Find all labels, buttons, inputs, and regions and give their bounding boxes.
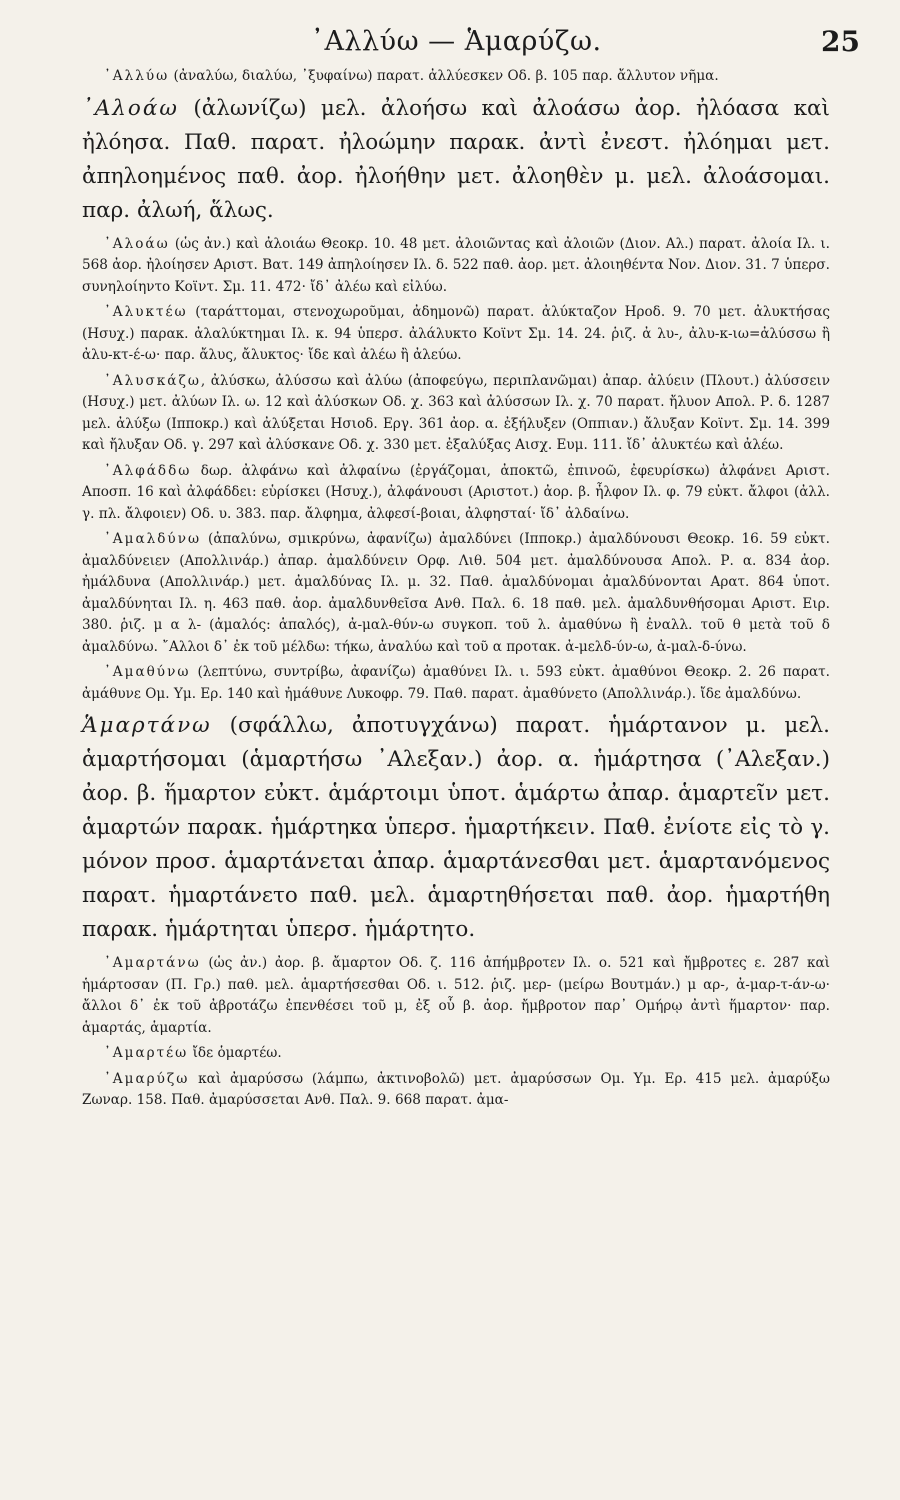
dictionary-entry <box>82 662 830 705</box>
entry-text: ἴδε ὁμαρτέω. <box>188 1045 282 1061</box>
entry-text: (ἀπαλύνω, σμικρύνω, ἀφανίζω) ἀμαλδύνει (Ιπποκρ.) ἀμαλδύνουσι Θεοκρ. 16. 59 εὐκτ. ἀμαλδύνειεν (Απολλινάρ.) ἀπαρ. ἀμαλδύνειν Ορφ. Λιθ. 504 μετ. ἀμαλδύνουσα Απολ. Ρ. α. 834 ἀορ. ἠμάλδυνα (Απολλινάρ.) μετ. ἀμαλδύνας Ιλ. μ. 32. Παθ. ἀμαλδύνομαι ἀμαλδύνονται Αρατ. 864 ὑποτ. ἀμαλδύνηται Ιλ. η. 463 παθ. ἀορ. ἀμαλδυνθεῖσα Ανθ. Παλ. 6. 18 παθ. μελ. ἀμαλδυνθήσομαι Αριστ. Ειρ. 380. ῥιζ. μ α λ- (ἀμαλός: ἁπαλός), ἀ-μαλ-θύν-ω συγκοπ. τοῦ λ. ἀμαθύνω ἢ ἐναλλ. τοῦ θ μετὰ τοῦ δ ἀμαλδύνω. ῎Αλλοι δ᾿ ἐκ τοῦ μέλδω: τήκω, ἀναλύω καὶ τοῦ α προτακ. ἀ-μελδ-ύν-ω, ἀ-μαλ-δ-ύνω. <box>82 531 830 655</box>
entry-headword: ᾿Αλοάω <box>104 235 170 252</box>
entry-text: (σφάλλω, ἀποτυγχάνω) παρατ. ἡμάρτανον μ. μελ. ἁμαρτήσομαι (ἁμαρτήσω ᾿Αλεξαν.) ἀορ. α. ἡμάρτησα (᾿Αλεξαν.) ἀορ. β. ἥμαρτον εὐκτ. ἁμάρτοιμι ὑποτ. ἁμάρτω ἀπαρ. ἁμαρτεῖν μετ. ἁμαρτών παρακ. ἡμάρτηκα ὑπερσ. ἡμαρτήκειν. Παθ. ἐνίοτε εἰς τὸ γ. μόνον προσ. ἁμαρτάνεται ἀπαρ. ἁμαρτάνεσθαι μετ. ἁμαρτανόμενος παρατ. ἡμαρτάνετο παθ. μελ. ἁμαρτηθήσεται παθ. ἀορ. ἡμαρτήθη παρακ. ἡμάρτηται ὑπερσ. ἡμάρτητο. <box>82 713 830 942</box>
dictionary-entry <box>82 953 830 1039</box>
running-title: ᾿Αλλύω — Ἁμαρύζω. <box>310 26 602 57</box>
entry-headword: ᾿Αλυσκάζω <box>104 372 201 389</box>
entry-text: (ὡς ἀν.) ἀορ. β. ἄμαρτον Οδ. ζ. 116 ἀπήμβροτεν Ιλ. ο. 521 καὶ ἤμβροτες ε. 287 καὶ ἡμάρτοσαν (Π. Γρ.) παθ. μελ. ἁμαρτήσεσθαι Οδ. ι. 512. ῥιζ. μερ- (μείρω Βουτμάν.) μ αρ-, ἀ-μαρ-τ-άν-ω· ἄλλοι δ᾿ ἐκ τοῦ ἀβροτάζω ἐπενθέσει τοῦ μ, ἐξ οὗ β. ἀορ. ἤμβροτον παρ᾿ Ομήρῳ ἀντὶ ἥμαρτον· παρ. ἁμαρτάς, ἁμαρτία. <box>82 955 830 1036</box>
entry-text: (ἀλωνίζω) μελ. ἀλοήσω καὶ ἀλοάσω ἀορ. ἠλόασα καὶ ἠλόησα. Παθ. παρατ. ἠλοώμην παρακ. ἀντὶ ἐνεστ. ἠλόημαι μετ. ἀπηλοημένος παθ. ἀορ. ἠλοήθην μετ. ἀλοηθὲν μ. μελ. ἀλοάσομαι. παρ. ἀλωή, ἅλως. <box>82 95 830 223</box>
dictionary-entry <box>82 1043 830 1065</box>
dictionary-entry-main <box>82 92 830 228</box>
entry-headword: ᾿Αλοάω <box>82 95 179 121</box>
entry-headword: ᾿Αμαθύνω <box>104 664 191 680</box>
dictionary-entry <box>82 1069 830 1112</box>
entry-text: καὶ ἀμαρύσσω (λάμπω, ἀκτινοβολῶ) μετ. ἀμαρύσσων Ομ. Υμ. Ερ. 415 μελ. ἀμαρύξω Ζωναρ. 158. Παθ. ἀμαρύσσεται Ανθ. Παλ. 9. 668 παρατ. ἀμα- <box>82 1070 830 1108</box>
entry-headword: ᾿Αλυκτέω <box>104 304 188 320</box>
dictionary-entry <box>82 371 830 457</box>
dictionary-entry <box>82 234 830 299</box>
entry-headword: ᾿Αλλύω <box>104 68 170 84</box>
page-number: 25 <box>821 25 860 58</box>
entry-text: (ὡς ἀν.) καὶ ἀλοιάω Θεοκρ. 10. 48 μετ. ἀλοιῶντας καὶ ἀλοιῶν (Διον. Αλ.) παρατ. ἀλοία Ιλ. ι. 568 ἀορ. ἠλοίησεν Αριστ. Βατ. 149 ἀπηλοίησεν Ιλ. δ. 522 παθ. ἀορ. μετ. ἀλοιηθέντα Νον. Διον. 31. 7 ὑπερσ. συνηλοίηντο Κοϊντ. Σμ. 11. 472· ἴδ᾿ ἀλέω καὶ εἰλύω. <box>82 235 830 295</box>
dictionary-entry <box>82 529 830 658</box>
entry-headword: ᾿Αμαρτέω <box>104 1045 189 1061</box>
dictionary-entry <box>82 66 830 88</box>
entry-text: (ἀναλύω, διαλύω, ᾿ξυφαίνω) παρατ. ἀλλύεσκεν Οδ. β. 105 παρ. ἄλλυτον νῆμα. <box>169 68 719 84</box>
dictionary-entry-main <box>82 709 830 947</box>
dictionary-entry <box>82 461 830 526</box>
entry-headword: ᾿Αμαρτάνω <box>104 955 201 971</box>
page-header <box>82 18 860 66</box>
entry-text: (λεπτύνω, συντρίβω, ἀφανίζω) ἀμαθύνει Ιλ. ι. 593 εὐκτ. ἀμαθύνοι Θεοκρ. 2. 26 παρατ. ἀμάθυνε Ομ. Υμ. Ερ. 140 καὶ ἠμάθυνε Λυκοφρ. 79. Παθ. παρατ. ἀμαθύνετο (Απολλινάρ.). ἴδε ἀμαλδύνω. <box>82 664 830 702</box>
entry-headword: ᾿Αμαρύζω <box>104 1070 190 1087</box>
entry-headword: Ἁμαρτάνω <box>82 713 212 738</box>
entry-text: δωρ. ἀλφάνω καὶ ἀλφαίνω (ἐργάζομαι, ἀποκτῶ, ἐπινοῶ, ἐφευρίσκω) ἀλφάνει Αριστ. Αποσπ. 16 καὶ ἀλφάδδει: εὑρίσκει (Ησυχ.), ἀλφάνουσι (Αριστοτ.) ἀορ. β. ἦλφον Ιλ. φ. 79 εὐκτ. ἄλφοι (ἀλλ. γ. πλ. ἄλφοιεν) Οδ. υ. 383. παρ. ἄλφημα, ἀλφεσί-βοιαι, ἀλφησταί· ἴδ᾿ ἀλδαίνω. <box>82 462 830 522</box>
entry-headword: ᾿Αμαλδύνω <box>104 531 202 547</box>
entry-text: (ταράττομαι, στενοχωροῦμαι, ἀδημονῶ) παρατ. ἀλύκταζον Ηροδ. 9. 70 μετ. ἀλυκτήσας (Ησυχ.) παρακ. ἀλαλύκτημαι Ιλ. κ. 94 ὑπερσ. ἀλάλυκτο Κοϊντ Σμ. 14. 24. ῥιζ. ἀ λυ-, ἀλυ-κ-ιω=ἀλύσσω ἢ ἀλυ-κτ-έ-ω· παρ. ἄλυς, ἄλυκτος· ἴδε καὶ ἀλέω ἢ ἀλεύω. <box>82 304 830 363</box>
dictionary-entry <box>82 302 830 367</box>
entry-headword: ᾿Αλφάδδω <box>104 462 192 479</box>
entry-text: , ἀλύσκω, ἀλύσσω καὶ ἀλύω (ἀποφεύγω, περιπλανῶμαι) ἀπαρ. ἀλύειν (Πλουτ.) ἀλύσσειν (Ησυχ.) μετ. ἀλύων Ιλ. ω. 12 καὶ ἀλύσκων Οδ. χ. 363 καὶ ἀλύσσων Ιλ. χ. 70 παρατ. ἤλυον Απολ. Ρ. δ. 1287 μελ. ἀλύξω (Ιπποκρ.) καὶ ἀλύξεται Ησιοδ. Εργ. 361 ἀορ. α. ἐξήλυξεν (Οππιαν.) ἄλυξαν Κοϊντ. Σμ. 14. 399 καὶ ἤλυξαν Οδ. γ. 297 καὶ ἀλύσκανε Οδ. χ. 330 μετ. ἐξαλύξας Αισχ. Ευμ. 111. ἴδ᾿ ἀλυκτέω καὶ ἀλέω. <box>82 372 830 453</box>
dictionary-body <box>82 66 830 1112</box>
